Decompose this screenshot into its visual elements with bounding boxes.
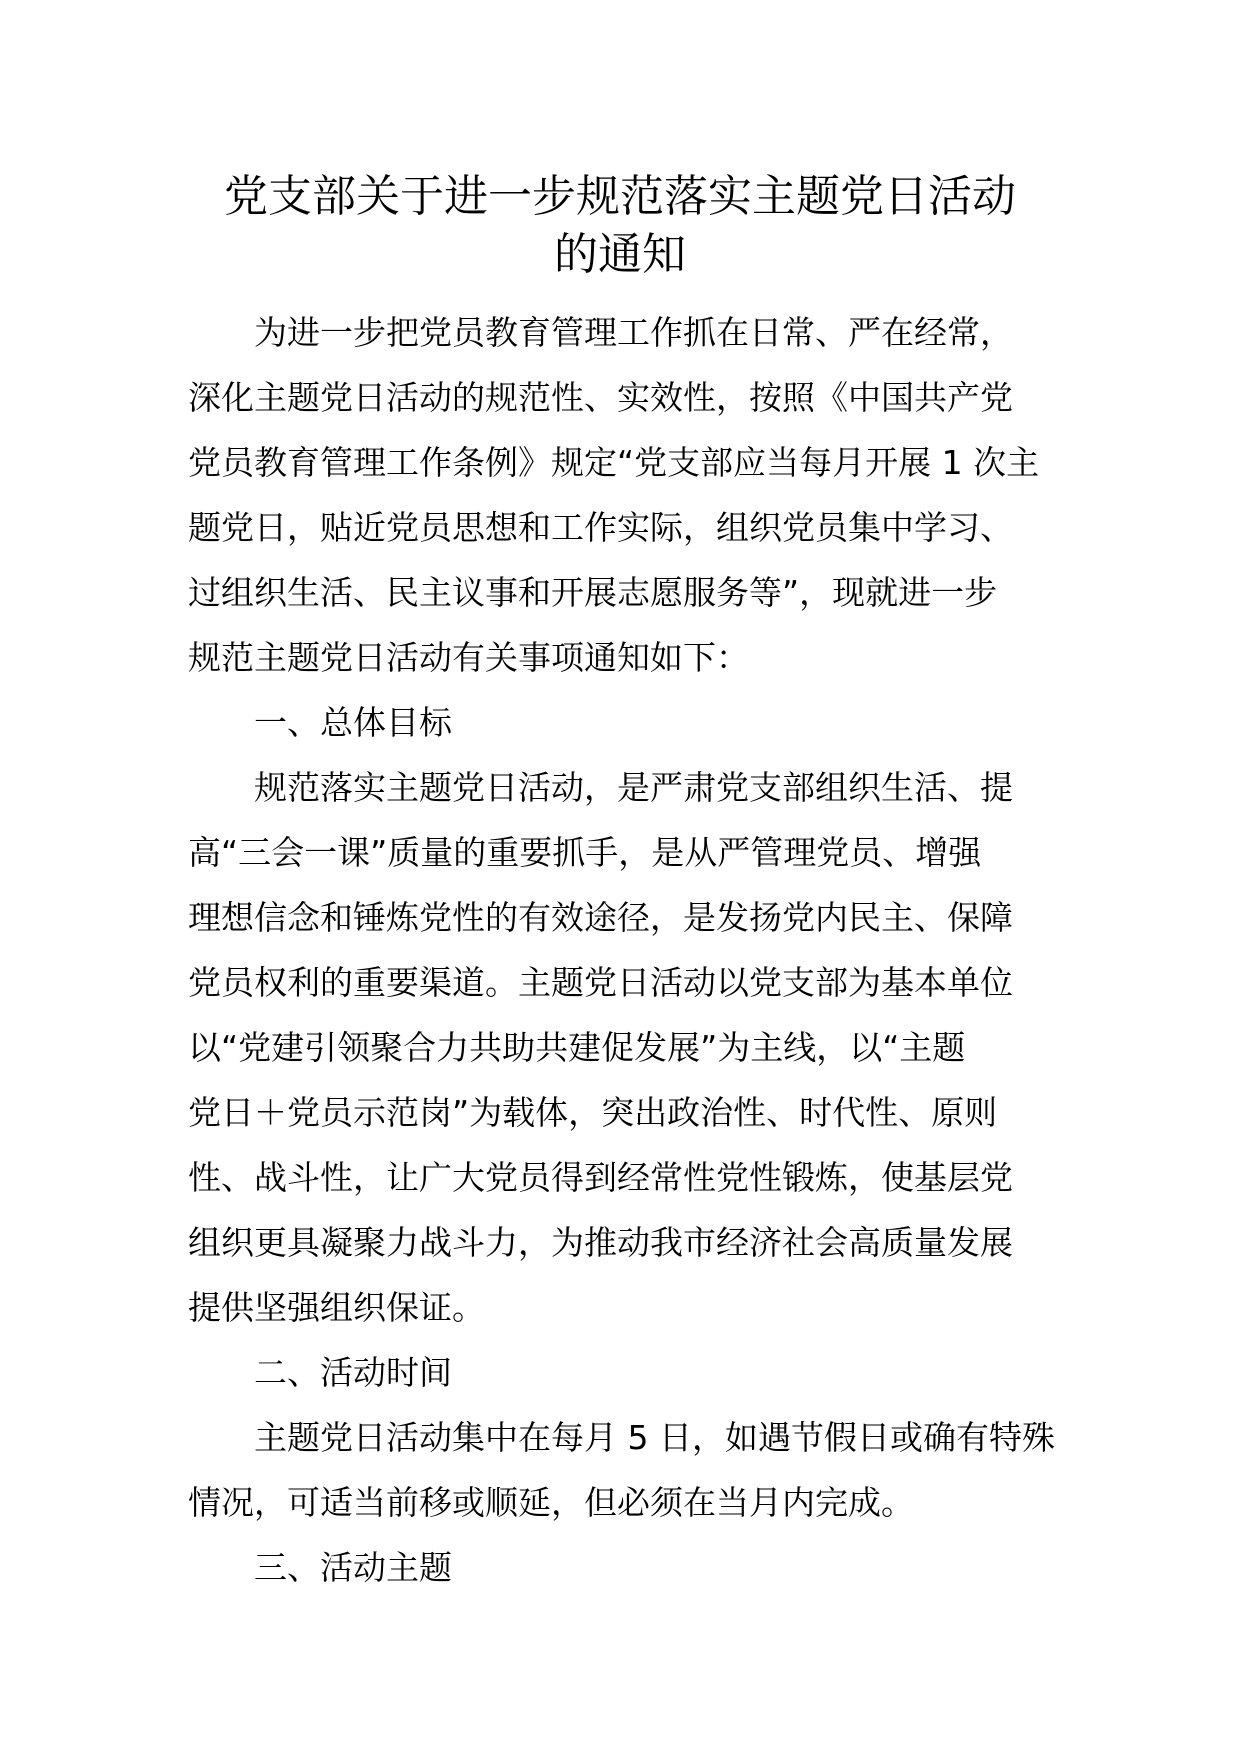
section1-paragraph <box>188 755 1068 1340</box>
title-line-1: 党支部关于进一步规范落实主题党日活动 <box>224 171 1016 222</box>
section-heading-2: 二、活动时间 <box>254 1353 452 1392</box>
intro-line: 为进一步把党员教育管理工作抓在日常、严在经常， <box>254 313 1013 352</box>
section1-line: 规范落实主题党日活动，是严肃党支部组织生活、提 <box>254 768 1013 807</box>
section1-line: 组织更具凝聚力战斗力，为推动我市经济社会高质量发展 <box>188 1223 1013 1262</box>
section-heading-3: 三、活动主题 <box>254 1548 452 1587</box>
section-heading-1: 一、总体目标 <box>254 703 452 742</box>
section1-line: 理想信念和锤炼党性的有效途径，是发扬党内民主、保障 <box>188 898 1013 937</box>
section1-line: 党员权利的重要渠道。主题党日活动以党支部为基本单位 <box>188 963 1013 1002</box>
section1-line: 高“三会一课”质量的重要抓手，是从严管理党员、增强 <box>188 833 982 872</box>
document-body <box>188 300 1068 1600</box>
intro-line: 题党日，贴近党员思想和工作实际，组织党员集中学习、 <box>188 508 1013 547</box>
section1-line: 党日＋党员示范岗”为载体，突出政治性、时代性、原则 <box>188 1093 998 1132</box>
intro-paragraph <box>188 300 1068 690</box>
section2-paragraph <box>188 1405 1068 1535</box>
intro-line: 党员教育管理工作条例》规定“党支部应当每月开展 1 次主 <box>188 443 1040 482</box>
intro-line: 过组织生活、民主议事和开展志愿服务等”，现就进一步 <box>188 573 998 612</box>
intro-line: 深化主题党日活动的规范性、实效性，按照《中国共产党 <box>188 378 1013 417</box>
section2-line: 主题党日活动集中在每月 5 日，如遇节假日或确有特殊 <box>254 1418 1055 1457</box>
section1-line: 提供坚强组织保证。 <box>188 1288 485 1327</box>
intro-line: 规范主题党日活动有关事项通知如下： <box>188 638 749 677</box>
section2-line: 情况，可适当前移或顺延，但必须在当月内完成。 <box>188 1483 914 1522</box>
section1-line: 以“党建引领聚合力共助共建促发展”为主线，以“主题 <box>188 1028 966 1067</box>
section1-line: 性、战斗性，让广大党员得到经常性党性锻炼，使基层党 <box>188 1158 1013 1197</box>
document-title <box>150 168 1090 284</box>
title-line-2: 的通知 <box>554 229 686 280</box>
